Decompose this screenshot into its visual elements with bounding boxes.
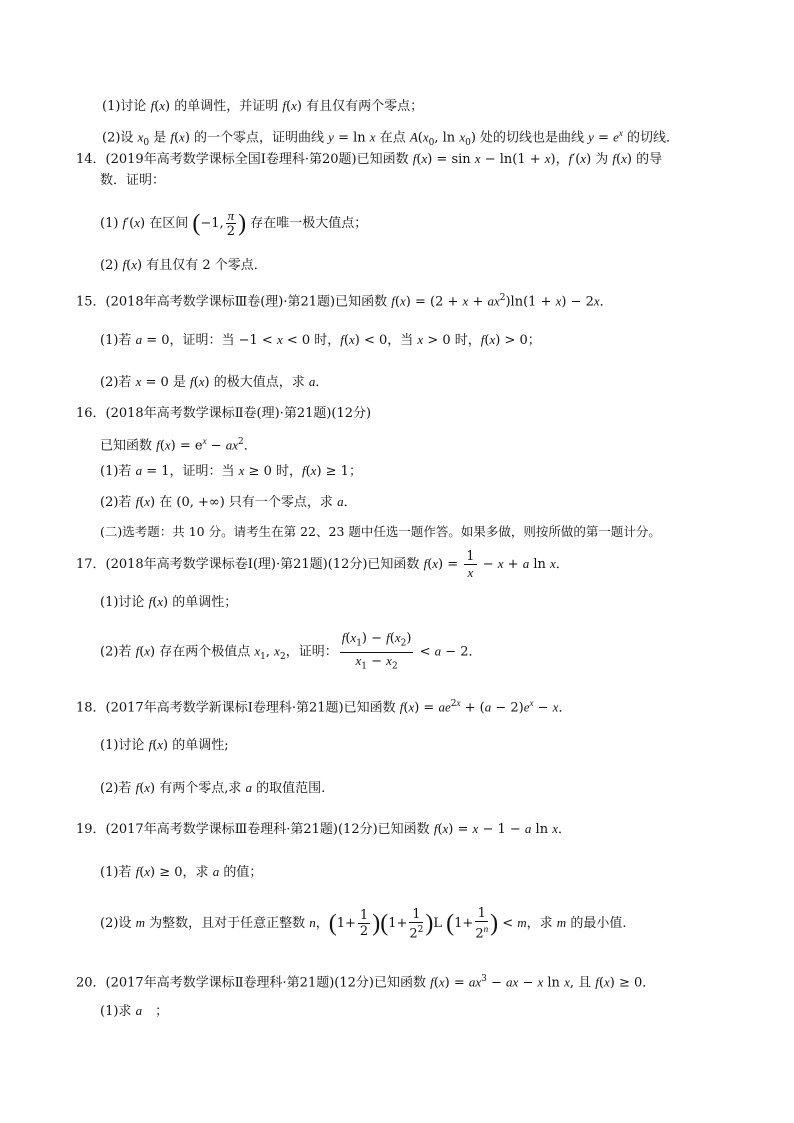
q16-stem-body: 已知函数 $f(x) = e^x - ax^2$．	[100, 436, 257, 454]
q14-stem-cont: 数．证明：	[100, 173, 166, 188]
q17-stem: 17．(2018年高考数学课标卷Ⅰ(理)·第21题)(12分) 已知函数 f(x) = $\frac{1}{x}$ − x + a ln x．	[76, 549, 569, 580]
q18-part2: (2)若 f(x) 有两个零点,求 a 的取值范围.	[100, 780, 326, 796]
q17-part1: (1)讨论 f(x) 的单调性；	[100, 594, 238, 610]
q14-part1: (1) f′(x) 在区间 (−1, $\frac{\pi}{2}$ ) 存在唯一极大值点；	[100, 208, 368, 239]
q16-part2: (2)若 f(x) 在 (0, +∞) 只有一个零点，求 a．	[100, 494, 357, 510]
q16-stem: 16．(2018年高考数学课标Ⅱ卷(理)·第21题)(12分)	[76, 406, 372, 421]
q17-part2: (2)若 f(x) 存在两个极值点 $x_1$, $x_2$，证明： $\frac{f(x_1) - f(x_2)}{x_1 - x_2}$ < a − 2．	[100, 630, 482, 672]
q18-stem: 18．(2017年高考数学新课标Ⅰ卷理科·第21题) 已知函数 $f(x) = ae^{2x} + (a - 2)e^x - x$．	[76, 698, 572, 716]
section-note: (二)选考题：共 10 分。请考生在第 22、23 题中任选一题作答。如果多做，则按所做的第一题计分。	[100, 524, 661, 539]
q15-part1: (1)若 a = 0，证明：当 −1 < x < 0 时，f(x) < 0，当 x > 0 时，f(x) > 0；	[100, 332, 541, 348]
q19-stem: 19．(2017年高考数学课标Ⅲ卷理科·第21题)(12分) 已知函数 f(x) = x − 1 − a ln x．	[76, 821, 571, 837]
q13-part2: (2)设 $x_0$ 是 f(x) 的一个零点，证明曲线 y = ln x 在点 $A(x_0$, $\ln x_0$) 处的切线也是曲线 $y = e^x$ 的切线．	[102, 128, 680, 148]
q14-part2: (2) f(x) 有且仅有 2 个零点．	[100, 257, 267, 273]
q18-part1: (1)讨论 f(x) 的单调性;	[100, 737, 229, 753]
q20-stem: 20．(2017年高考数学课标Ⅱ卷理科·第21题)(12分) 已知函数 $f(x) = ax^3$ − ax − x ln x, 且 f(x) ≥ 0．	[76, 974, 656, 991]
q20-part1: (1)求 a ；	[100, 1003, 169, 1019]
q19-part2: (2)设 m 为整数，且对于任意正整数 n，(1+ $\frac{1}{2}$ )(1+ $\frac{1}{2^2}$ )L (1+ $\frac{1}{2^n}$ ) < m，求 m 的最小值.	[100, 906, 627, 942]
q16-part1: (1)若 a = 1，证明：当 x ≥ 0 时，f(x) ≥ 1；	[100, 463, 362, 479]
q14-stem: 14．(2019年高考数学课标全国Ⅰ卷理科·第20题) 已知函数 f(x) = sin x − ln(1 + x)，f′(x) 为 f(x) 的导	[76, 151, 663, 167]
q13-part1: (1)讨论 f(x) 的单调性，并证明 f(x) 有且仅有两个零点；	[102, 98, 424, 114]
q15-part2: (2)若 x = 0 是 f(x) 的极大值点，求 a．	[100, 374, 329, 390]
q19-part1: (1)若 f(x) ≥ 0，求 a 的值；	[100, 864, 263, 880]
q15-stem: 15．(2018年高考数学课标Ⅲ卷(理)·第21题) 已知函数 $f(x) = (2 + x + ax^2)\ln(1 + x) - 2x$．	[76, 293, 613, 310]
